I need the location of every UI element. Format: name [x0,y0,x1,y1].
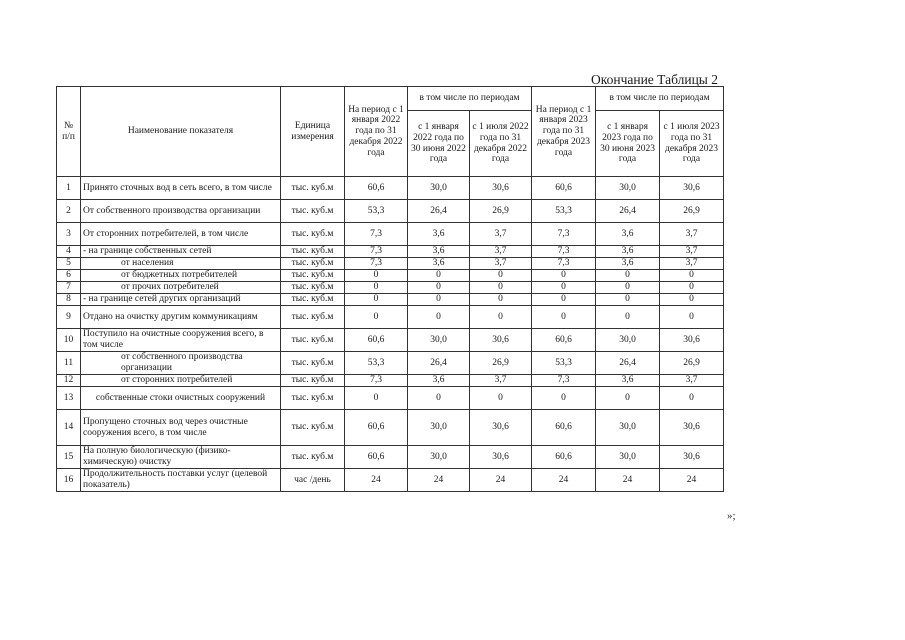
row-value: 60,6 [532,329,596,352]
row-value: 0 [532,387,596,410]
table-row [57,375,724,387]
row-number: 15 [57,446,81,469]
row-name: От сторонних потребителей, в том числе [81,223,281,246]
row-unit: тыс. куб.м [281,200,345,223]
row-number: 7 [57,282,81,294]
row-value: 26,4 [408,200,470,223]
row-value: 0 [596,270,660,282]
row-value: 26,9 [470,200,532,223]
row-value: 0 [596,282,660,294]
row-value: 60,6 [345,177,408,200]
table-row [57,270,724,282]
row-value: 24 [532,469,596,492]
row-name: Поступило на очистные сооружения всего, в том числе [81,329,281,352]
row-value: 7,3 [345,246,408,258]
row-value: 0 [596,306,660,329]
row-number: 10 [57,329,81,352]
row-value: 26,4 [596,200,660,223]
row-unit: тыс. куб.м [281,446,345,469]
row-value: 7,3 [532,258,596,270]
row-value: 3,7 [660,246,724,258]
row-name: На полную биологическую (физико-химическую) очистку [81,446,281,469]
row-value: 0 [345,306,408,329]
row-value: 0 [345,294,408,306]
row-unit: тыс. куб.м [281,387,345,410]
row-number: 1 [57,177,81,200]
row-value: 26,9 [470,352,532,375]
row-value: 30,0 [408,410,470,446]
row-value: 60,6 [532,410,596,446]
row-value: 53,3 [532,352,596,375]
table-row [57,223,724,246]
table-caption: Окончание Таблицы 2 [590,72,718,87]
row-unit: час /день [281,469,345,492]
row-value: 30,0 [596,329,660,352]
row-unit: тыс. куб.м [281,294,345,306]
table-row [57,294,724,306]
row-value: 0 [345,282,408,294]
row-value: 24 [660,469,724,492]
row-number: 3 [57,223,81,246]
row-value: 0 [408,306,470,329]
row-value: 30,6 [660,329,724,352]
row-number: 13 [57,387,81,410]
row-value: 30,0 [408,329,470,352]
row-name: От собственного производства организации [81,200,281,223]
row-name: от населения [81,258,281,270]
row-unit: тыс. куб.м [281,306,345,329]
row-number: 8 [57,294,81,306]
table-row [57,246,724,258]
row-value: 0 [345,270,408,282]
row-unit: тыс. куб.м [281,375,345,387]
table-row [57,306,724,329]
table-row [57,329,724,352]
row-value: 7,3 [532,246,596,258]
row-value: 7,3 [345,223,408,246]
row-value: 26,4 [408,352,470,375]
row-value: 26,4 [596,352,660,375]
header-period-2023: На период с 1 января 2023 года по 31 декабря 2023 года [532,87,596,177]
header-name: Наименование показателя [81,87,281,177]
row-value: 7,3 [345,375,408,387]
row-unit: тыс. куб.м [281,177,345,200]
row-unit: тыс. куб.м [281,258,345,270]
row-unit: тыс. куб.м [281,246,345,258]
row-value: 60,6 [532,446,596,469]
table-row [57,282,724,294]
table-row [57,387,724,410]
row-value: 30,0 [596,410,660,446]
row-number: 2 [57,200,81,223]
row-value: 3,7 [660,223,724,246]
header-num: № п/п [57,87,81,177]
closing-quote: »; [727,510,736,522]
row-name: - на границе сетей других организаций [81,294,281,306]
row-value: 7,3 [532,223,596,246]
header-unit: Единица измерения [281,87,345,177]
row-value: 3,7 [660,375,724,387]
row-unit: тыс. куб.м [281,223,345,246]
row-name: Принято сточных вод в сеть всего, в том числе [81,177,281,200]
row-value: 0 [532,270,596,282]
row-value: 0 [408,387,470,410]
row-value: 0 [408,282,470,294]
row-value: 26,9 [660,352,724,375]
row-value: 53,3 [345,200,408,223]
row-value: 3,7 [470,246,532,258]
row-value: 3,6 [408,246,470,258]
row-value: 30,0 [408,177,470,200]
row-value: 0 [470,294,532,306]
row-unit: тыс. куб.м [281,410,345,446]
row-value: 0 [470,270,532,282]
row-number: 11 [57,352,81,375]
row-name: Пропущено сточных вод через очистные сооружения всего, в том числе [81,410,281,446]
table-row [57,469,724,492]
row-unit: тыс. куб.м [281,270,345,282]
row-value: 30,6 [470,177,532,200]
row-name: собственные стоки очистных сооружений [81,387,281,410]
row-value: 7,3 [532,375,596,387]
row-value: 3,6 [408,258,470,270]
row-value: 24 [596,469,660,492]
row-name: Продолжительность поставки услуг (целевой показатель) [81,469,281,492]
row-value: 53,3 [532,200,596,223]
row-value: 0 [408,270,470,282]
row-value: 7,3 [345,258,408,270]
row-value: 30,6 [470,446,532,469]
header-sub-2023: в том числе по периодам [596,87,724,111]
row-number: 4 [57,246,81,258]
row-value: 60,6 [345,410,408,446]
row-name: от бюджетных потребителей [81,270,281,282]
row-value: 30,0 [596,177,660,200]
row-value: 30,0 [408,446,470,469]
row-value: 30,6 [660,177,724,200]
row-value: 24 [345,469,408,492]
row-value: 3,7 [660,258,724,270]
row-number: 6 [57,270,81,282]
row-value: 0 [660,282,724,294]
row-name: от прочих потребителей [81,282,281,294]
row-value: 24 [408,469,470,492]
data-table [56,86,724,492]
row-name: от собственного производства организации [81,352,281,375]
row-value: 3,7 [470,258,532,270]
row-value: 0 [532,294,596,306]
row-value: 26,9 [660,200,724,223]
table-row [57,352,724,375]
table-row [57,200,724,223]
row-value: 30,0 [596,446,660,469]
row-value: 0 [660,387,724,410]
row-number: 9 [57,306,81,329]
row-unit: тыс. куб.м [281,282,345,294]
row-name: Отдано на очистку другим коммуникациям [81,306,281,329]
row-value: 60,6 [345,446,408,469]
row-value: 0 [345,387,408,410]
header-h1-2022: с 1 января 2022 года по 30 июня 2022 года [408,111,470,177]
row-value: 24 [470,469,532,492]
row-number: 14 [57,410,81,446]
row-value: 30,6 [470,329,532,352]
row-value: 0 [532,282,596,294]
row-number: 5 [57,258,81,270]
row-value: 3,7 [470,223,532,246]
row-number: 16 [57,469,81,492]
row-value: 60,6 [532,177,596,200]
row-value: 30,6 [660,446,724,469]
row-name: - на границе собственных сетей [81,246,281,258]
row-value: 3,6 [596,246,660,258]
header-sub-2022: в том числе по периодам [408,87,532,111]
table-row [57,446,724,469]
row-number: 12 [57,375,81,387]
row-value: 0 [660,306,724,329]
row-value: 3,7 [470,375,532,387]
row-value: 0 [470,306,532,329]
row-value: 30,6 [660,410,724,446]
row-value: 3,6 [408,223,470,246]
header-h2-2022: с 1 июля 2022 года по 31 декабря 2022 года [470,111,532,177]
header-h1-2023: с 1 января 2023 года по 30 июня 2023 года [596,111,660,177]
row-value: 0 [470,387,532,410]
table-row [57,177,724,200]
header-period-2022: На период с 1 января 2022 года по 31 декабря 2022 года [345,87,408,177]
table-row [57,410,724,446]
row-unit: тыс. куб.м [281,329,345,352]
row-value: 3,6 [408,375,470,387]
table-body [57,177,724,492]
row-value: 0 [532,306,596,329]
row-value: 60,6 [345,329,408,352]
row-unit: тыс. куб.м [281,352,345,375]
row-value: 3,6 [596,375,660,387]
row-value: 53,3 [345,352,408,375]
row-value: 3,6 [596,258,660,270]
row-value: 0 [596,294,660,306]
row-value: 3,6 [596,223,660,246]
row-value: 0 [596,387,660,410]
table-row [57,258,724,270]
row-value: 30,6 [470,410,532,446]
row-value: 0 [470,282,532,294]
row-value: 0 [660,294,724,306]
row-value: 0 [408,294,470,306]
row-name: от сторонних потребителей [81,375,281,387]
row-value: 0 [660,270,724,282]
header-h2-2023: с 1 июля 2023 года по 31 декабря 2023 года [660,111,724,177]
